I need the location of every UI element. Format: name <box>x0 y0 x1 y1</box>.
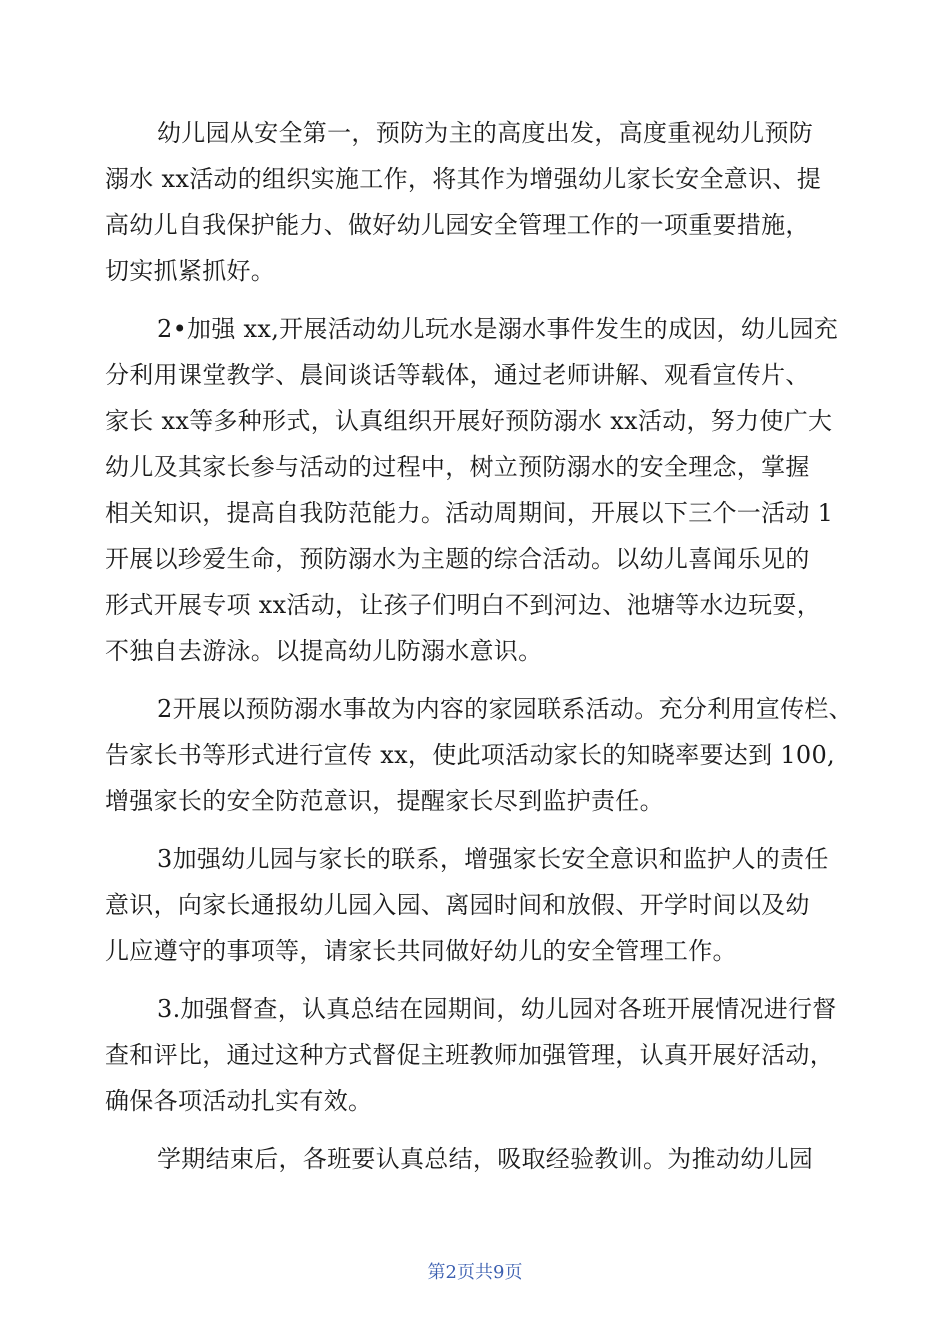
paragraph-1: 幼儿园从安全第一，预防为主的高度出发，高度重视幼儿预防 溺水 xx活动的组织实施工作，将其作为增强幼儿家长安全意识、提 高幼儿自我保护能力、做好幼儿园安全管理工作的一项重要措施， 切实抓紧抓好。 <box>105 119 821 285</box>
paragraph-6: 学期结束后，各班要认真总结，吸取经验教训。为推动幼儿园 <box>157 1145 814 1173</box>
paragraph-5: 3.加强督查，认真总结在园期间，幼儿园对各班开展情况进行督 查和评比，通过这种方式督促主班教师加强管理，认真开展好活动， 确保各项活动扎实有效。 <box>105 995 837 1115</box>
page-number-footer: 第2页共9页 <box>427 1262 523 1283</box>
paragraph-4: 3加强幼儿园与家长的联系，增强家长安全意识和监护人的责任 意识，向家长通报幼儿园入园、离园时间和放假、开学时间以及幼 儿应遵守的事项等，请家长共同做好幼儿的安全管理工作。 <box>105 845 829 965</box>
paragraph-3: 2开展以预防溺水事故为内容的家园联系活动。充分利用宣传栏、 告家长书等形式进行宣传 xx，使此项活动家长的知晓率要达到 100, 增强家长的安全防范意识，提醒家长尽到监护责任。 <box>105 695 853 815</box>
paragraph-2: 2•加强 xx,开展活动幼儿玩水是溺水事件发生的成因，幼儿园充 分利用课堂教学、晨间谈话等载体，通过老师讲解、观看宣传片、 家长 xx等多种形式，认真组织开展好预防溺水 xx活动，努力使广大 幼儿及其家长参与活动的过程中，树立预防溺水的安全理念，掌握 相关知识，提高自我防范能力。活动周期间，开展以下三个一活动 1 开展以珍爱生命，预防溺水为主题的综合活动。以幼儿喜闻乐见的 形式开展专项 xx活动，让孩子们明白不到河边、池塘等水边玩耍， 不独自去游泳。以提高幼儿防溺水意识。 <box>105 315 839 665</box>
document-body <box>105 110 865 1194</box>
